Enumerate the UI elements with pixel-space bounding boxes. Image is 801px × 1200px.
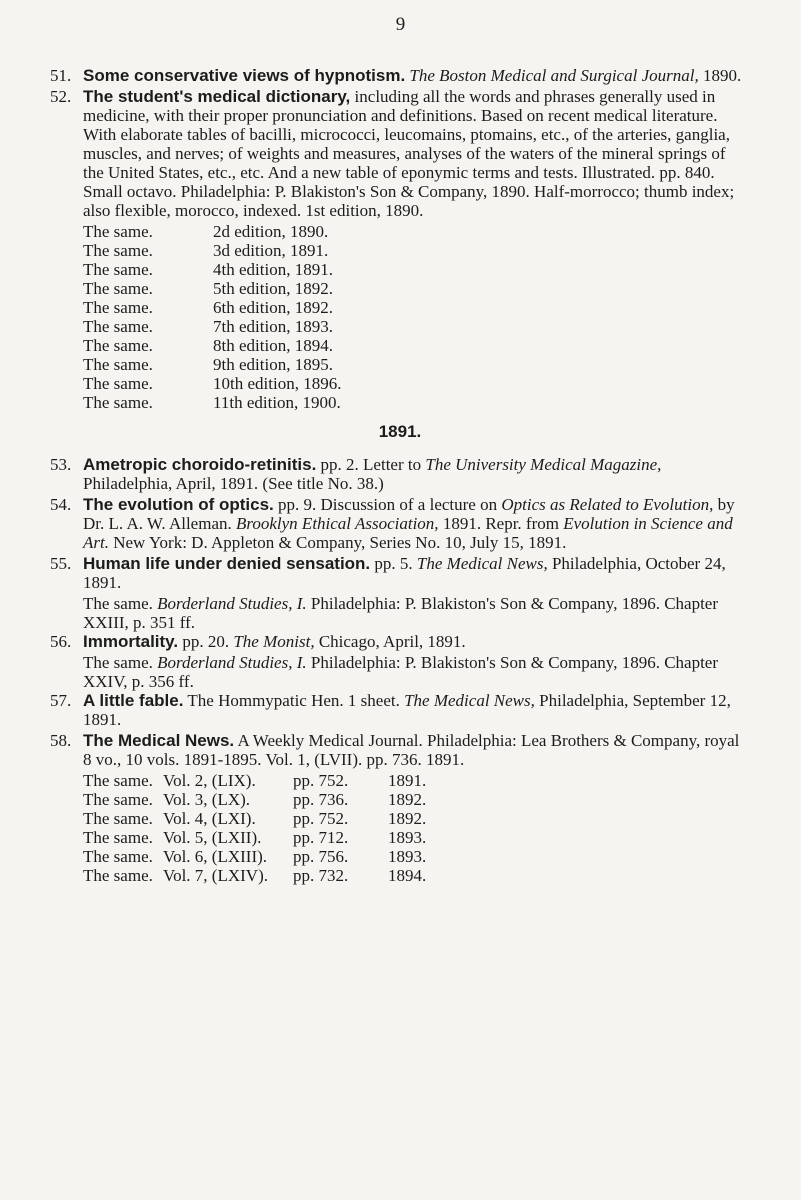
edition-label: The same. <box>83 393 153 412</box>
volume-pages: pp. 752. <box>293 809 349 828</box>
edition-row <box>83 317 750 336</box>
entry-number: 56. <box>50 632 72 651</box>
entry-text: pp. 2. Letter to <box>316 455 426 474</box>
entry-text: Chicago, April, 1891. <box>314 632 466 651</box>
entry-number: 58. <box>50 731 72 750</box>
journal-name: The Medical News, <box>416 554 548 573</box>
entry-56 <box>50 632 750 651</box>
volume-row <box>83 790 750 809</box>
volume-number: Vol. 7, (LXIV). <box>163 866 268 885</box>
association-name: Brooklyn Ethical Association, <box>236 514 439 533</box>
book-title: Borderland Studies, I. <box>157 594 307 613</box>
edition-label: The same. <box>83 374 153 393</box>
volume-year: 1892. <box>388 790 427 809</box>
edition-label: The same. <box>83 317 153 336</box>
edition-label: The same. <box>83 279 153 298</box>
volume-row <box>83 847 750 866</box>
volume-row <box>83 809 750 828</box>
volume-year: 1891. <box>388 771 427 790</box>
volume-number: Vol. 3, (LX). <box>163 790 251 809</box>
entry-55 <box>50 554 750 592</box>
edition-row <box>83 393 750 412</box>
same-label: The same. <box>83 594 158 613</box>
entry-text: 1890. <box>698 66 742 85</box>
entry-title: The student's medical dictionary, <box>83 87 351 106</box>
entry-text: The Hommypatic Hen. 1 sheet. <box>183 691 405 710</box>
entry-title: The evolution of optics. <box>83 495 274 514</box>
volume-number: Vol. 4, (LXI). <box>163 809 256 828</box>
volume-row <box>83 828 750 847</box>
entry-text: A Weekly Medical Journal. Philadelphia: Lea Brothers & Company, royal 8 vo., 10 vols. 1891-1895. Vol. 1, (LVII). pp. 736. 1891. <box>83 731 740 769</box>
volume-number: Vol. 5, (LXII). <box>163 828 262 847</box>
volume-label: The same. <box>83 866 153 885</box>
entry-text: 1891. Repr. from <box>438 514 564 533</box>
entry-text: pp. 20. <box>178 632 234 651</box>
entry-title: The Medical News. <box>83 731 235 750</box>
lecture-title: Optics as Related to Evolution, <box>501 495 714 514</box>
edition-label: The same. <box>83 222 153 241</box>
volume-number: Vol. 2, (LIX). <box>163 771 256 790</box>
entry-54 <box>50 495 750 552</box>
edition-row <box>83 222 750 241</box>
volume-pages: pp. 752. <box>293 771 349 790</box>
entry-text: Philadelphia: P. Blakiston's Son & Company, 1896. Chapter XXIII, p. 351 ff. <box>83 594 719 632</box>
edition-value: 4th edition, 1891. <box>213 260 333 279</box>
volume-pages: pp. 732. <box>293 866 349 885</box>
edition-value: 7th edition, 1893. <box>213 317 333 336</box>
same-label: The same. <box>83 653 158 672</box>
entry-title: Ametropic choroido-retinitis. <box>83 455 317 474</box>
edition-value: 2d edition, 1890. <box>213 222 329 241</box>
edition-value: 11th edition, 1900. <box>213 393 341 412</box>
entry-number: 51. <box>50 66 72 85</box>
entry-53 <box>50 455 750 493</box>
book-title: Borderland Studies, I. <box>157 653 307 672</box>
edition-row <box>83 336 750 355</box>
entry-number: 54. <box>50 495 72 514</box>
entry-text: Philadelphia, September 12, 1891. <box>83 691 731 729</box>
book-title: Evolution in Science and Art. <box>83 514 733 552</box>
entry-58 <box>50 731 750 769</box>
bibliography-list <box>50 66 750 885</box>
edition-value: 9th edition, 1895. <box>213 355 333 374</box>
entry-51 <box>50 66 750 85</box>
entry-title: Some conservative views of hypnotism. <box>83 66 406 85</box>
volume-label: The same. <box>83 828 153 847</box>
edition-row <box>83 355 750 374</box>
volume-pages: pp. 712. <box>293 828 349 847</box>
edition-value: 5th edition, 1892. <box>213 279 333 298</box>
edition-label: The same. <box>83 241 153 260</box>
entry-title: A little fable. <box>83 691 184 710</box>
entry-52 <box>50 87 750 220</box>
volume-row <box>83 866 750 885</box>
entry-text: Philadelphia, October 24, 1891. <box>83 554 726 592</box>
edition-row <box>83 260 750 279</box>
edition-row <box>83 298 750 317</box>
entry-text: New York: D. Appleton & Company, Series No. 10, July 15, 1891. <box>108 533 567 552</box>
edition-label: The same. <box>83 355 153 374</box>
entry-number: 57. <box>50 691 72 710</box>
reprint-note <box>50 594 750 632</box>
edition-label: The same. <box>83 260 153 279</box>
volume-year: 1893. <box>388 847 427 866</box>
volume-year: 1894. <box>388 866 427 885</box>
volume-label: The same. <box>83 771 153 790</box>
edition-row <box>83 279 750 298</box>
edition-value: 3d edition, 1891. <box>213 241 329 260</box>
entry-text: including all the words and phrases generally used in medicine, with their proper pronunciation and definitions. Based on recent medical literature. With elaborate tables of bacilli, micrococci, leucomains, ptomains, etc., of the arteries, ganglia, muscles, and nerves; of weights and measures, analyses of the waters of the mineral springs of the United States, etc., etc. And a new table of eponymic terms and tests. Illustrated. pp. 840. Small octavo. Philadelphia: P. Blakiston's Son & Company, 1890. Half-morrocco; thumb index; also flexible, morocco, indexed. 1st edition, 1890. <box>83 87 735 220</box>
reprint-note <box>50 653 750 691</box>
entry-title: Human life under denied sensation. <box>83 554 371 573</box>
volume-pages: pp. 736. <box>293 790 349 809</box>
journal-name: The Boston Medical and Surgical Journal, <box>409 66 699 85</box>
volume-label: The same. <box>83 809 153 828</box>
volume-number: Vol. 6, (LXIII). <box>163 847 268 866</box>
journal-name: The University Medical Magazine, <box>425 455 662 474</box>
entry-57 <box>50 691 750 729</box>
edition-label: The same. <box>83 336 153 355</box>
journal-name: The Monist, <box>233 632 315 651</box>
volume-label: The same. <box>83 847 153 866</box>
edition-row <box>83 374 750 393</box>
entry-text: by Dr. L. A. W. Alleman. <box>83 495 735 533</box>
entry-text: pp. 9. Discussion of a lecture on <box>273 495 502 514</box>
edition-value: 8th edition, 1894. <box>213 336 333 355</box>
journal-name: The Medical News, <box>404 691 535 710</box>
entry-text: Philadelphia: P. Blakiston's Son & Company, 1896. Chapter XXIV, p. 356 ff. <box>83 653 719 691</box>
page-number: 9 <box>395 14 406 35</box>
entry-text: pp. 5. <box>370 554 417 573</box>
entry-number: 55. <box>50 554 72 573</box>
volume-year: 1893. <box>388 828 427 847</box>
edition-list <box>50 222 750 412</box>
volume-list <box>50 771 750 885</box>
edition-label: The same. <box>83 298 153 317</box>
entry-title: Immortality. <box>83 632 179 651</box>
volume-year: 1892. <box>388 809 427 828</box>
entry-number: 52. <box>50 87 72 106</box>
year-heading: 1891. <box>378 422 422 441</box>
volume-pages: pp. 756. <box>293 847 349 866</box>
edition-value: 6th edition, 1892. <box>213 298 333 317</box>
edition-value: 10th edition, 1896. <box>213 374 342 393</box>
volume-row <box>83 771 750 790</box>
volume-label: The same. <box>83 790 153 809</box>
entry-number: 53. <box>50 455 72 474</box>
edition-row <box>83 241 750 260</box>
entry-text: Philadelphia, April, 1891. (See title No. 38.) <box>83 474 384 493</box>
